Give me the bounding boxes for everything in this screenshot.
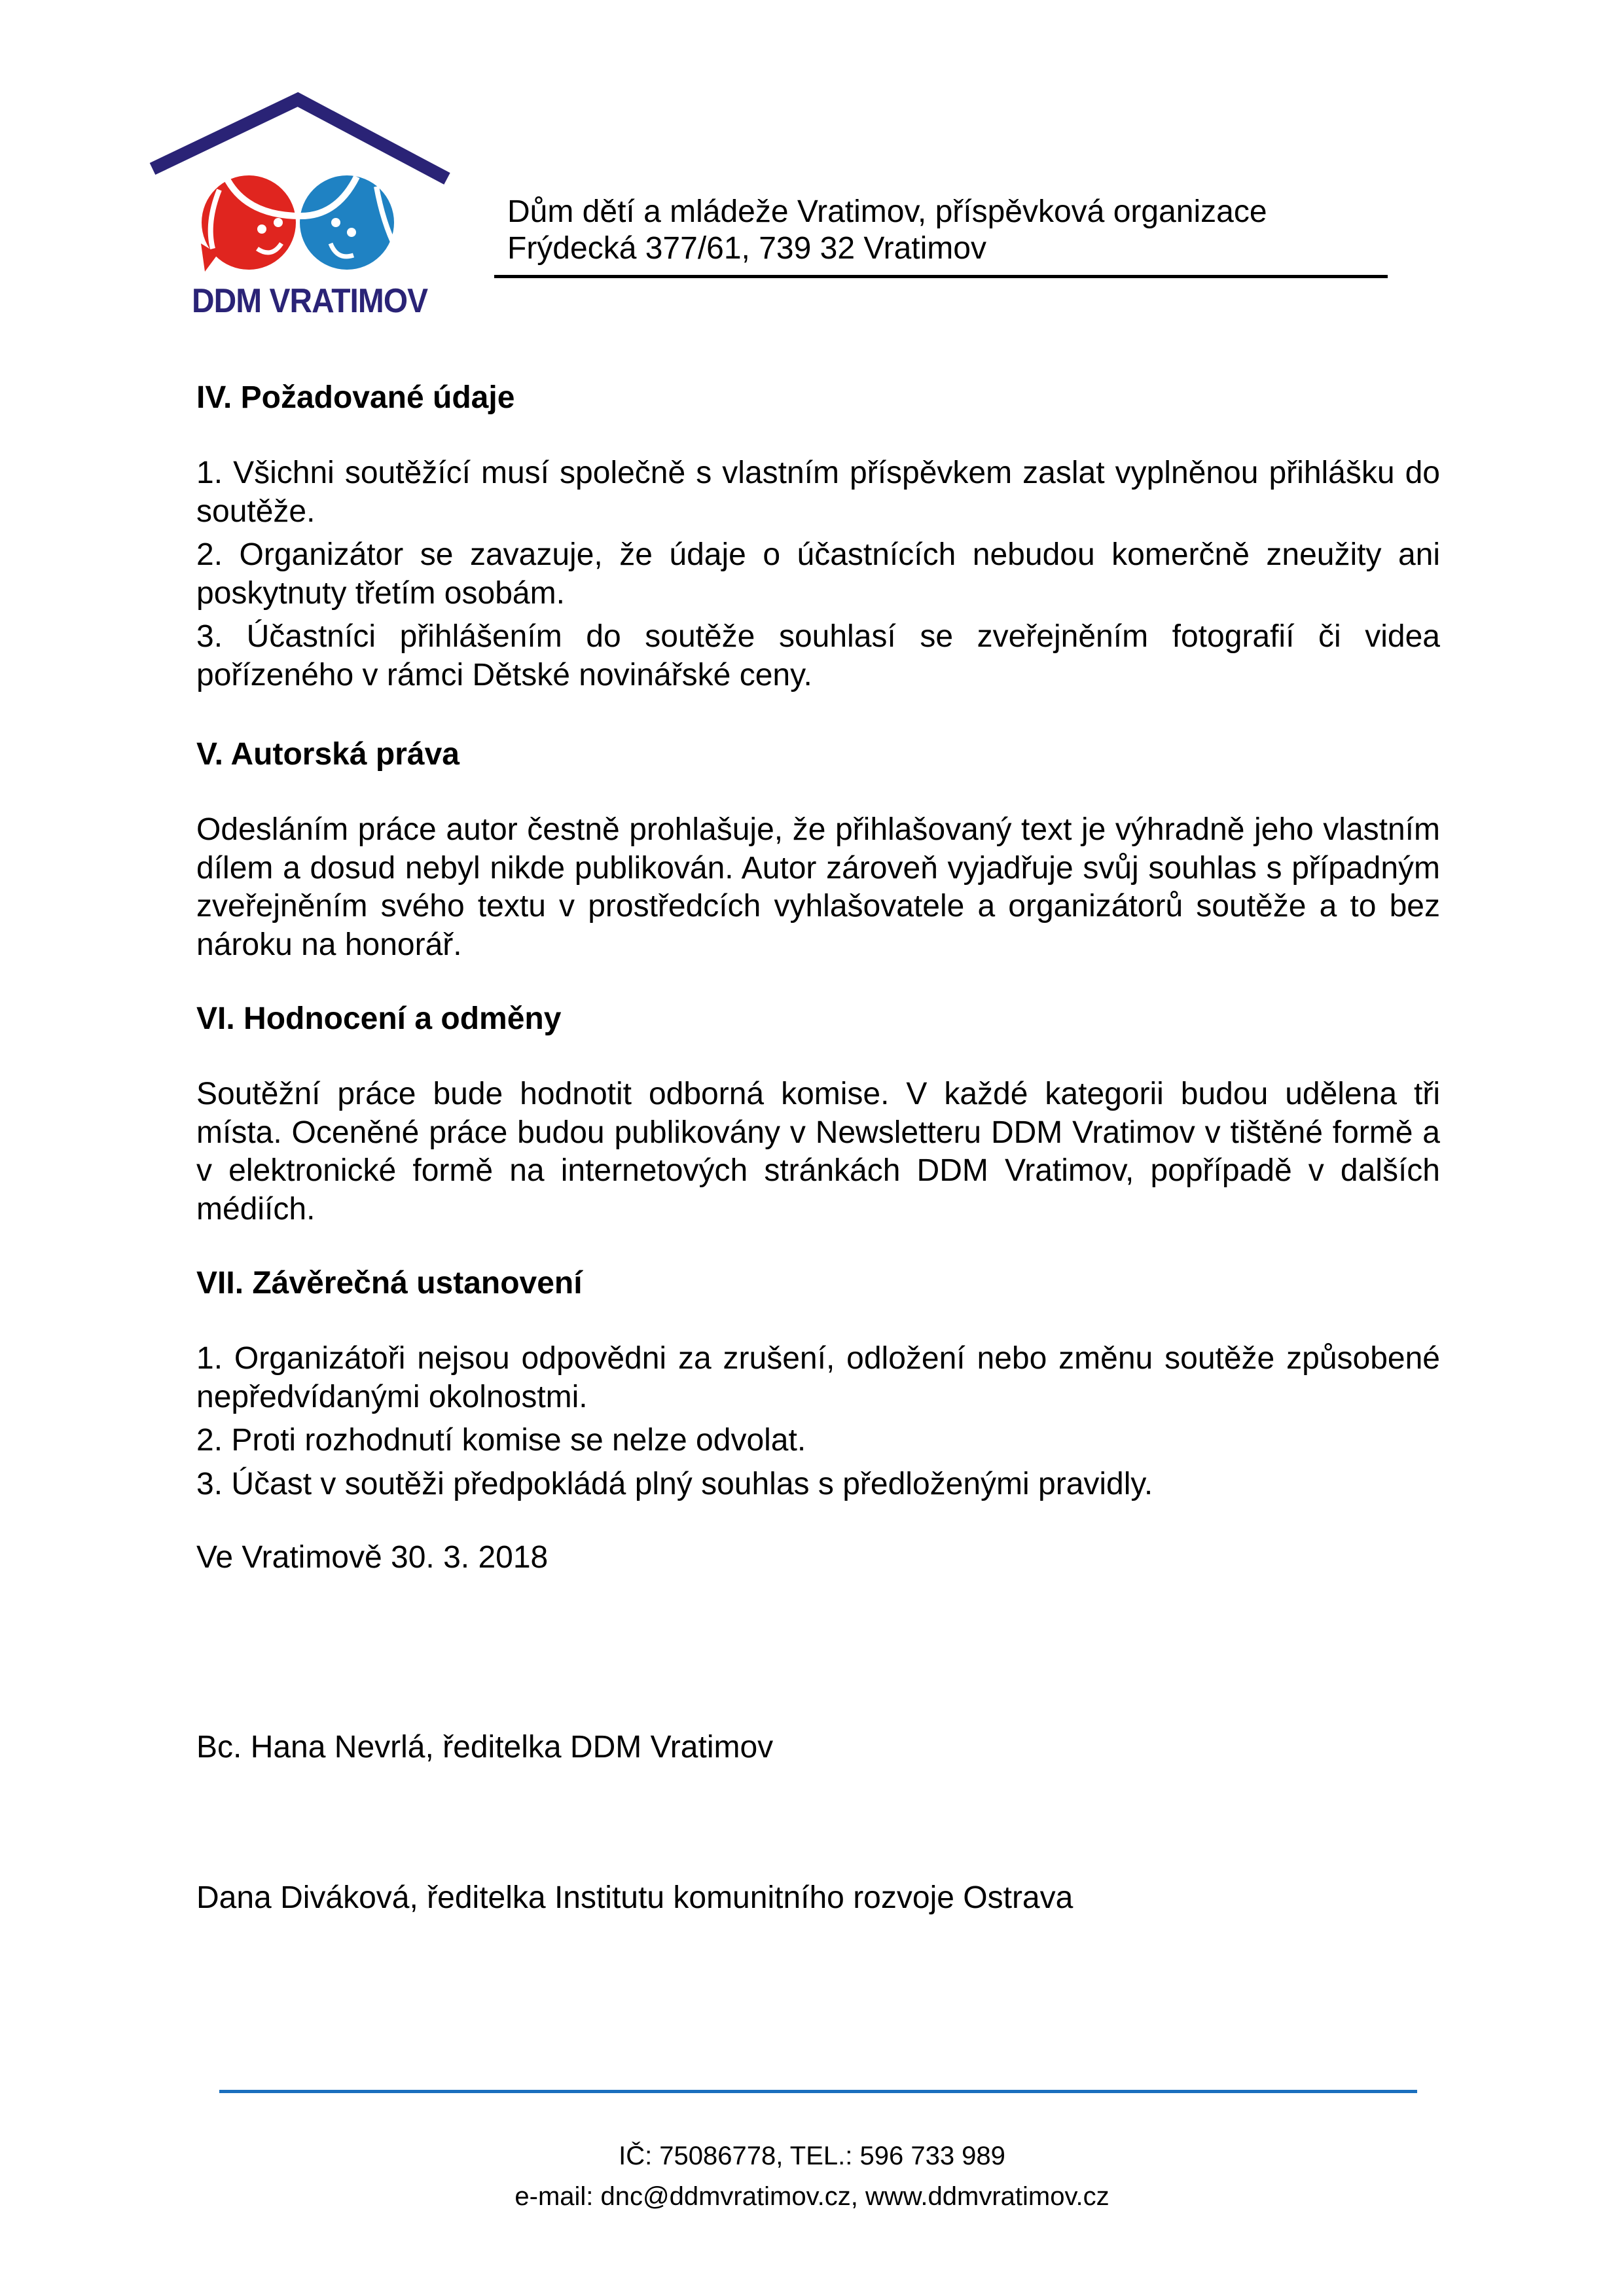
list-item: 2. Proti rozhodnutí komise se nelze odvolat.	[196, 1423, 806, 1458]
document-body	[196, 378, 1440, 1509]
organization-info	[507, 194, 1267, 267]
organization-address: Frýdecká 377/61, 739 32 Vratimov	[507, 231, 986, 266]
section-heading: V. Autorská práva	[196, 737, 460, 772]
logo-text: DDM VRATIMOV	[192, 282, 428, 320]
list-item: 3. Účast v soutěži předpokládá plný souhlas s předloženými pravidly.	[196, 1466, 1153, 1501]
signature-director-ikr: Dana Diváková, ředitelka Institutu komunitního rozvoje Ostrava	[196, 1880, 1074, 1915]
section-copyright	[196, 735, 1440, 964]
footer-id-phone: IČ: 75086778, TEL.: 596 733 989	[619, 2142, 1005, 2170]
section-paragraph: Odesláním práce autor čestně prohlašuje, že přihlašovaný text je výhradně jeho vlastním dílem a dosud nebyl nikde publikován. Autor zároveň vyjadřuje svůj souhlas s případným zveřejněním svého textu v prostředcích vyhlašovatele a organizátorů soutěže a to bez nároku na honorář.	[196, 812, 1440, 962]
list-item: 3. Účastníci přihlášením do soutěže souhlasí se zveřejněním fotografií či videa pořízeného v rámci Dětské novinářské ceny.	[196, 619, 1440, 692]
ddm-vratimov-logo	[147, 92, 455, 327]
list-item: 1. Organizátoři nejsou odpovědni za zrušení, odložení nebo změnu soutěže způsobené nepředvídanými okolnostmi.	[196, 1341, 1440, 1414]
section-paragraph: Soutěžní práce bude hodnotit odborná komise. V každé kategorii budou udělena tři místa. Oceněné práce budou publikovány v Newsletteru DDM Vratimov v tištěné formě a v elektronické formě na internetových stránkách DDM Vratimov, popřípadě v dalších médiích.	[196, 1077, 1440, 1227]
section-heading: IV. Požadované údaje	[196, 380, 515, 415]
section-heading: VI. Hodnocení a odměny	[196, 1001, 562, 1036]
header-divider	[494, 275, 1388, 278]
list-item: 1. Všichni soutěžící musí společně s vlastním příspěvkem zaslat vyplněnou přihlášku do soutěže.	[196, 456, 1440, 529]
section-evaluation-rewards	[196, 999, 1440, 1229]
organization-name: Dům dětí a mládeže Vratimov, příspěvková organizace	[507, 194, 1267, 229]
signature-director-ddm: Bc. Hana Nevrlá, ředitelka DDM Vratimov	[196, 1730, 774, 1765]
section-final-provisions	[196, 1264, 1440, 1503]
place-date: Ve Vratimově 30. 3. 2018	[196, 1540, 549, 1575]
section-requested-data	[196, 378, 1440, 694]
section-heading: VII. Závěrečná ustanovení	[196, 1266, 583, 1300]
list-item: 2. Organizátor se zavazuje, že údaje o účastnících nebudou komerčně zneužity ani poskytnuty třetím osobám.	[196, 537, 1440, 611]
footer-divider	[219, 2090, 1417, 2093]
footer-contact: e-mail: dnc@ddmvratimov.cz, www.ddmvratimov.cz	[514, 2182, 1110, 2211]
